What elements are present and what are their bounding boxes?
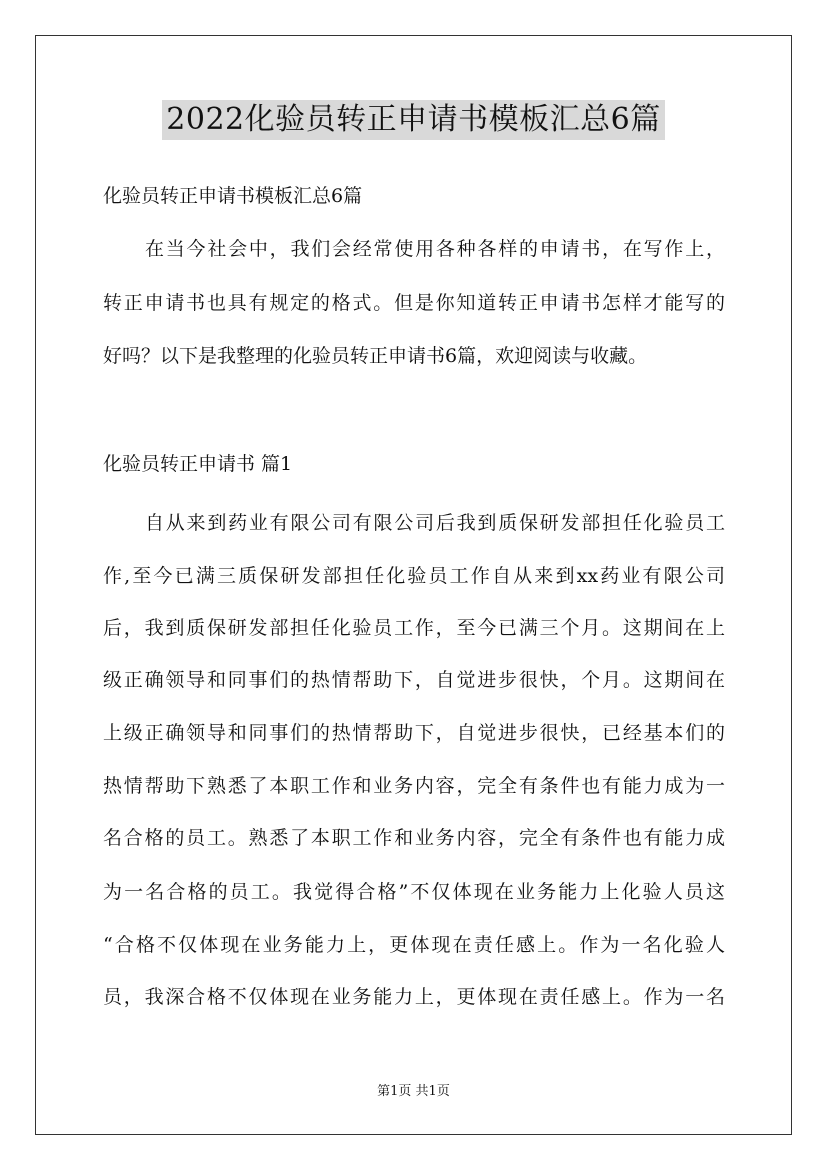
- body-line-8: 为一名合格的员工。我觉得合格”不仅体现在业务能力上化验人员这: [103, 881, 725, 903]
- body-line-4: 级正确领导和同事们的热情帮助下，自觉进步很快，个月。这期间在: [103, 669, 725, 691]
- body-line-3: 后，我到质保研发部担任化验员工作，至今已满三个月。这期间在上: [103, 617, 725, 639]
- body-line-10: 员，我深合格不仅体现在业务能力上，更体现在责任感上。作为一名: [103, 986, 725, 1008]
- document-subtitle: 化验员转正申请书模板汇总6篇: [103, 185, 363, 207]
- body-line-6: 热情帮助下熟悉了本职工作和业务内容，完全有条件也有能力成为一: [103, 775, 725, 797]
- body-line-7: 名合格的员工。熟悉了本职工作和业务内容，完全有条件也有能力成: [103, 827, 725, 849]
- intro-line-1: 在当今社会中，我们会经常使用各种各样的申请书，在写作上，: [145, 238, 725, 260]
- body-line-1: 自从来到药业有限公司有限公司后我到质保研发部担任化验员工: [145, 512, 725, 534]
- document-title: 2022化验员转正申请书模板汇总6篇: [162, 100, 664, 140]
- intro-line-3: 好吗？以下是我整理的化验员转正申请书6篇，欢迎阅读与收藏。: [103, 345, 648, 367]
- page-footer: 第1页 共1页: [377, 1084, 450, 1099]
- intro-line-2: 转正申请书也具有规定的格式。但是你知道转正申请书怎样才能写的: [103, 292, 725, 314]
- body-line-9: “合格不仅体现在业务能力上，更体现在责任感上。作为一名化验人: [103, 934, 725, 956]
- section-heading: 化验员转正申请书 篇1: [103, 453, 293, 475]
- title-container: [0, 100, 827, 140]
- body-line-5: 上级正确领导和同事们的热情帮助下，自觉进步很快，已经基本们的: [103, 722, 725, 744]
- body-line-2: 作,至今已满三质保研发部担任化验员工作自从来到xx药业有限公司: [103, 565, 725, 587]
